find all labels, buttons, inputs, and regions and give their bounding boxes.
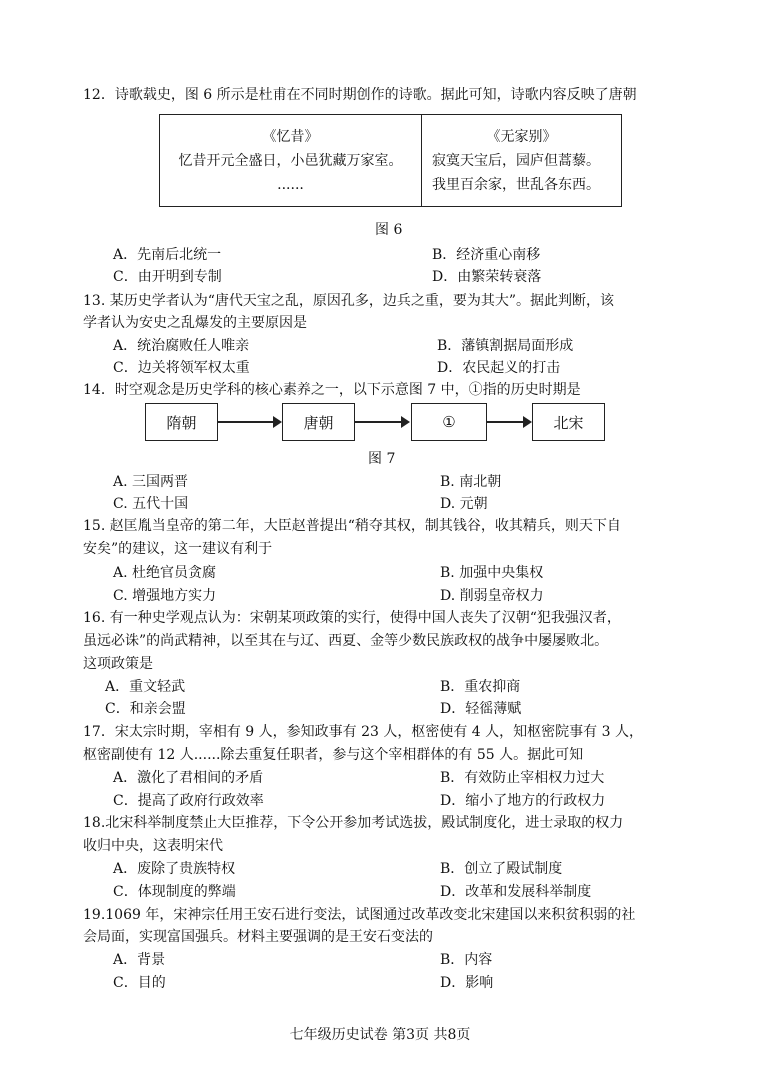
timeline-box-unknown: ① xyxy=(411,403,487,441)
q19-option-d[interactable]: D．影响 xyxy=(440,975,494,991)
q17-option-d[interactable]: D．缩小了地方的行政权力 xyxy=(440,793,606,809)
q12-stem: 12．诗歌载史，图 6 所示是杜甫在不同时期创作的诗歌。据此可知，诗歌内容反映了唐朝 xyxy=(83,87,637,103)
q16-stem-line2: 虽远必诛”的尚武精神，以至其在与辽、西夏、金等少数民族政权的战争中屡屡败北。 xyxy=(83,633,609,649)
q18-option-d[interactable]: D．改革和发展科举制度 xyxy=(440,884,592,900)
q19-option-b[interactable]: B．内容 xyxy=(440,952,493,968)
q16-option-d[interactable]: D．轻徭薄赋 xyxy=(440,701,522,717)
q16-stem-line3: 这项政策是 xyxy=(83,656,153,672)
q18-stem-line1: 18.北宋科举制度禁止大臣推荐，下令公开参加考试选拔，殿试制度化，进士录取的权力 xyxy=(83,815,624,831)
q13-stem-line1: 13. 某历史学者认为“唐代天宝之乱，原因孔多，边兵之重，要为其大”。据此判断，该 xyxy=(83,293,615,309)
poem-wujiabie-line1: 寂寞天宝后，园庐但蒿藜。 xyxy=(432,153,600,169)
q14-option-d[interactable]: D. 元朝 xyxy=(440,496,488,512)
q16-option-b[interactable]: B．重农抑商 xyxy=(440,679,521,695)
timeline-arrow-3 xyxy=(487,421,524,423)
q19-option-a[interactable]: A．背景 xyxy=(113,952,166,968)
timeline-arrow-1 xyxy=(218,421,274,423)
q15-option-c[interactable]: C. 增强地方实力 xyxy=(113,588,217,604)
timeline-arrow-2 xyxy=(355,421,402,423)
timeline-box-sui: 隋朝 xyxy=(145,403,218,441)
q19-stem-line1: 19.1069 年，宋神宗任用王安石进行变法，试图通过改革改变北宋建国以来积贫积弱的社 xyxy=(83,907,636,923)
q13-option-a[interactable]: A．统治腐败任人唯亲 xyxy=(113,338,250,354)
q18-stem-line2: 收归中央，这表明宋代 xyxy=(83,838,223,854)
poem-yixi-ellipsis: ...... xyxy=(277,177,304,193)
poem-wujiabie xyxy=(422,115,621,206)
q17-option-b[interactable]: B．有效防止宰相权力过大 xyxy=(440,770,605,786)
q15-stem-line1: 15. 赵匡胤当皇帝的第二年，大臣赵普提出“稍夺其权，制其钱谷，收其精兵，则天下自 xyxy=(83,518,621,534)
timeline-box-tang: 唐朝 xyxy=(282,403,355,441)
q18-option-c[interactable]: C．体现制度的弊端 xyxy=(113,884,236,900)
q16-option-a[interactable]: A．重文轻武 xyxy=(105,679,186,695)
q18-option-b[interactable]: B．创立了殿试制度 xyxy=(440,861,563,877)
q14-stem: 14．时空观念是历史学科的核心素养之一，以下示意图 7 中，①指的历史时期是 xyxy=(83,382,581,398)
q15-option-a[interactable]: A. 杜绝官员贪腐 xyxy=(113,565,217,581)
figure-6-poem-table xyxy=(159,114,622,207)
figure-7-caption: 图 7 xyxy=(368,451,396,467)
q16-option-c[interactable]: C．和亲会盟 xyxy=(105,701,186,717)
q13-option-d[interactable]: D．农民起义的打击 xyxy=(437,360,561,376)
q15-stem-line2: 安矣”的建议，这一建议有利于 xyxy=(83,541,273,557)
poem-wujiabie-line2: 我里百余家，世乱各东西。 xyxy=(432,177,600,193)
q14-option-a[interactable]: A. 三国两晋 xyxy=(113,474,189,490)
q18-option-a[interactable]: A．废除了贵族特权 xyxy=(113,861,236,877)
poem-yixi xyxy=(160,115,422,206)
q17-stem-line2: 枢密副使有 12 人......除去重复任职者，参与这个宰相群体的有 55 人。据此可知 xyxy=(83,747,584,763)
q13-stem-line2: 学者认为安史之乱爆发的主要原因是 xyxy=(83,315,307,331)
q13-option-c[interactable]: C．边关将领军权太重 xyxy=(113,360,250,376)
q17-stem-line1: 17．宋太宗时期，宰相有 9 人，参知政事有 23 人，枢密使有 4 人，知枢密院事有 3 人， xyxy=(83,724,643,740)
q16-stem-line1: 16. 有一种史学观点认为：宋朝某项政策的实行，使得中国人丧失了汉朝“犯我强汉者， xyxy=(83,610,621,626)
q15-option-b[interactable]: B. 加强中央集权 xyxy=(440,565,544,581)
poem-yixi-line1: 忆昔开元全盛日，小邑犹藏万家室。 xyxy=(178,153,403,169)
q15-option-d[interactable]: D. 削弱皇帝权力 xyxy=(440,588,544,604)
figure-6-caption: 图 6 xyxy=(375,222,403,238)
q12-option-d[interactable]: D．由繁荣转衰落 xyxy=(432,269,542,285)
poem-yixi-title: 《忆昔》 xyxy=(262,129,319,145)
page-footer: 七年级历史试卷 第3页 共8页 xyxy=(289,1027,471,1043)
q17-option-c[interactable]: C．提高了政府行政效率 xyxy=(113,793,264,809)
q13-option-b[interactable]: B．藩镇割据局面形成 xyxy=(437,338,574,354)
q19-stem-line2: 会局面，实现富国强兵。材料主要强调的是王安石变法的 xyxy=(83,929,433,945)
q19-option-c[interactable]: C．目的 xyxy=(113,975,166,991)
q12-option-c[interactable]: C．由开明到专制 xyxy=(113,269,222,285)
q12-option-a[interactable]: A．先南后北统一 xyxy=(113,247,222,263)
q12-option-b[interactable]: B．经济重心南移 xyxy=(432,247,541,263)
q17-option-a[interactable]: A．激化了君相间的矛盾 xyxy=(113,770,264,786)
q14-option-c[interactable]: C. 五代十国 xyxy=(113,496,189,512)
q14-option-b[interactable]: B. 南北朝 xyxy=(440,474,502,490)
poem-wujiabie-title: 《无家别》 xyxy=(486,129,557,145)
timeline-box-beisong: 北宋 xyxy=(532,403,605,441)
